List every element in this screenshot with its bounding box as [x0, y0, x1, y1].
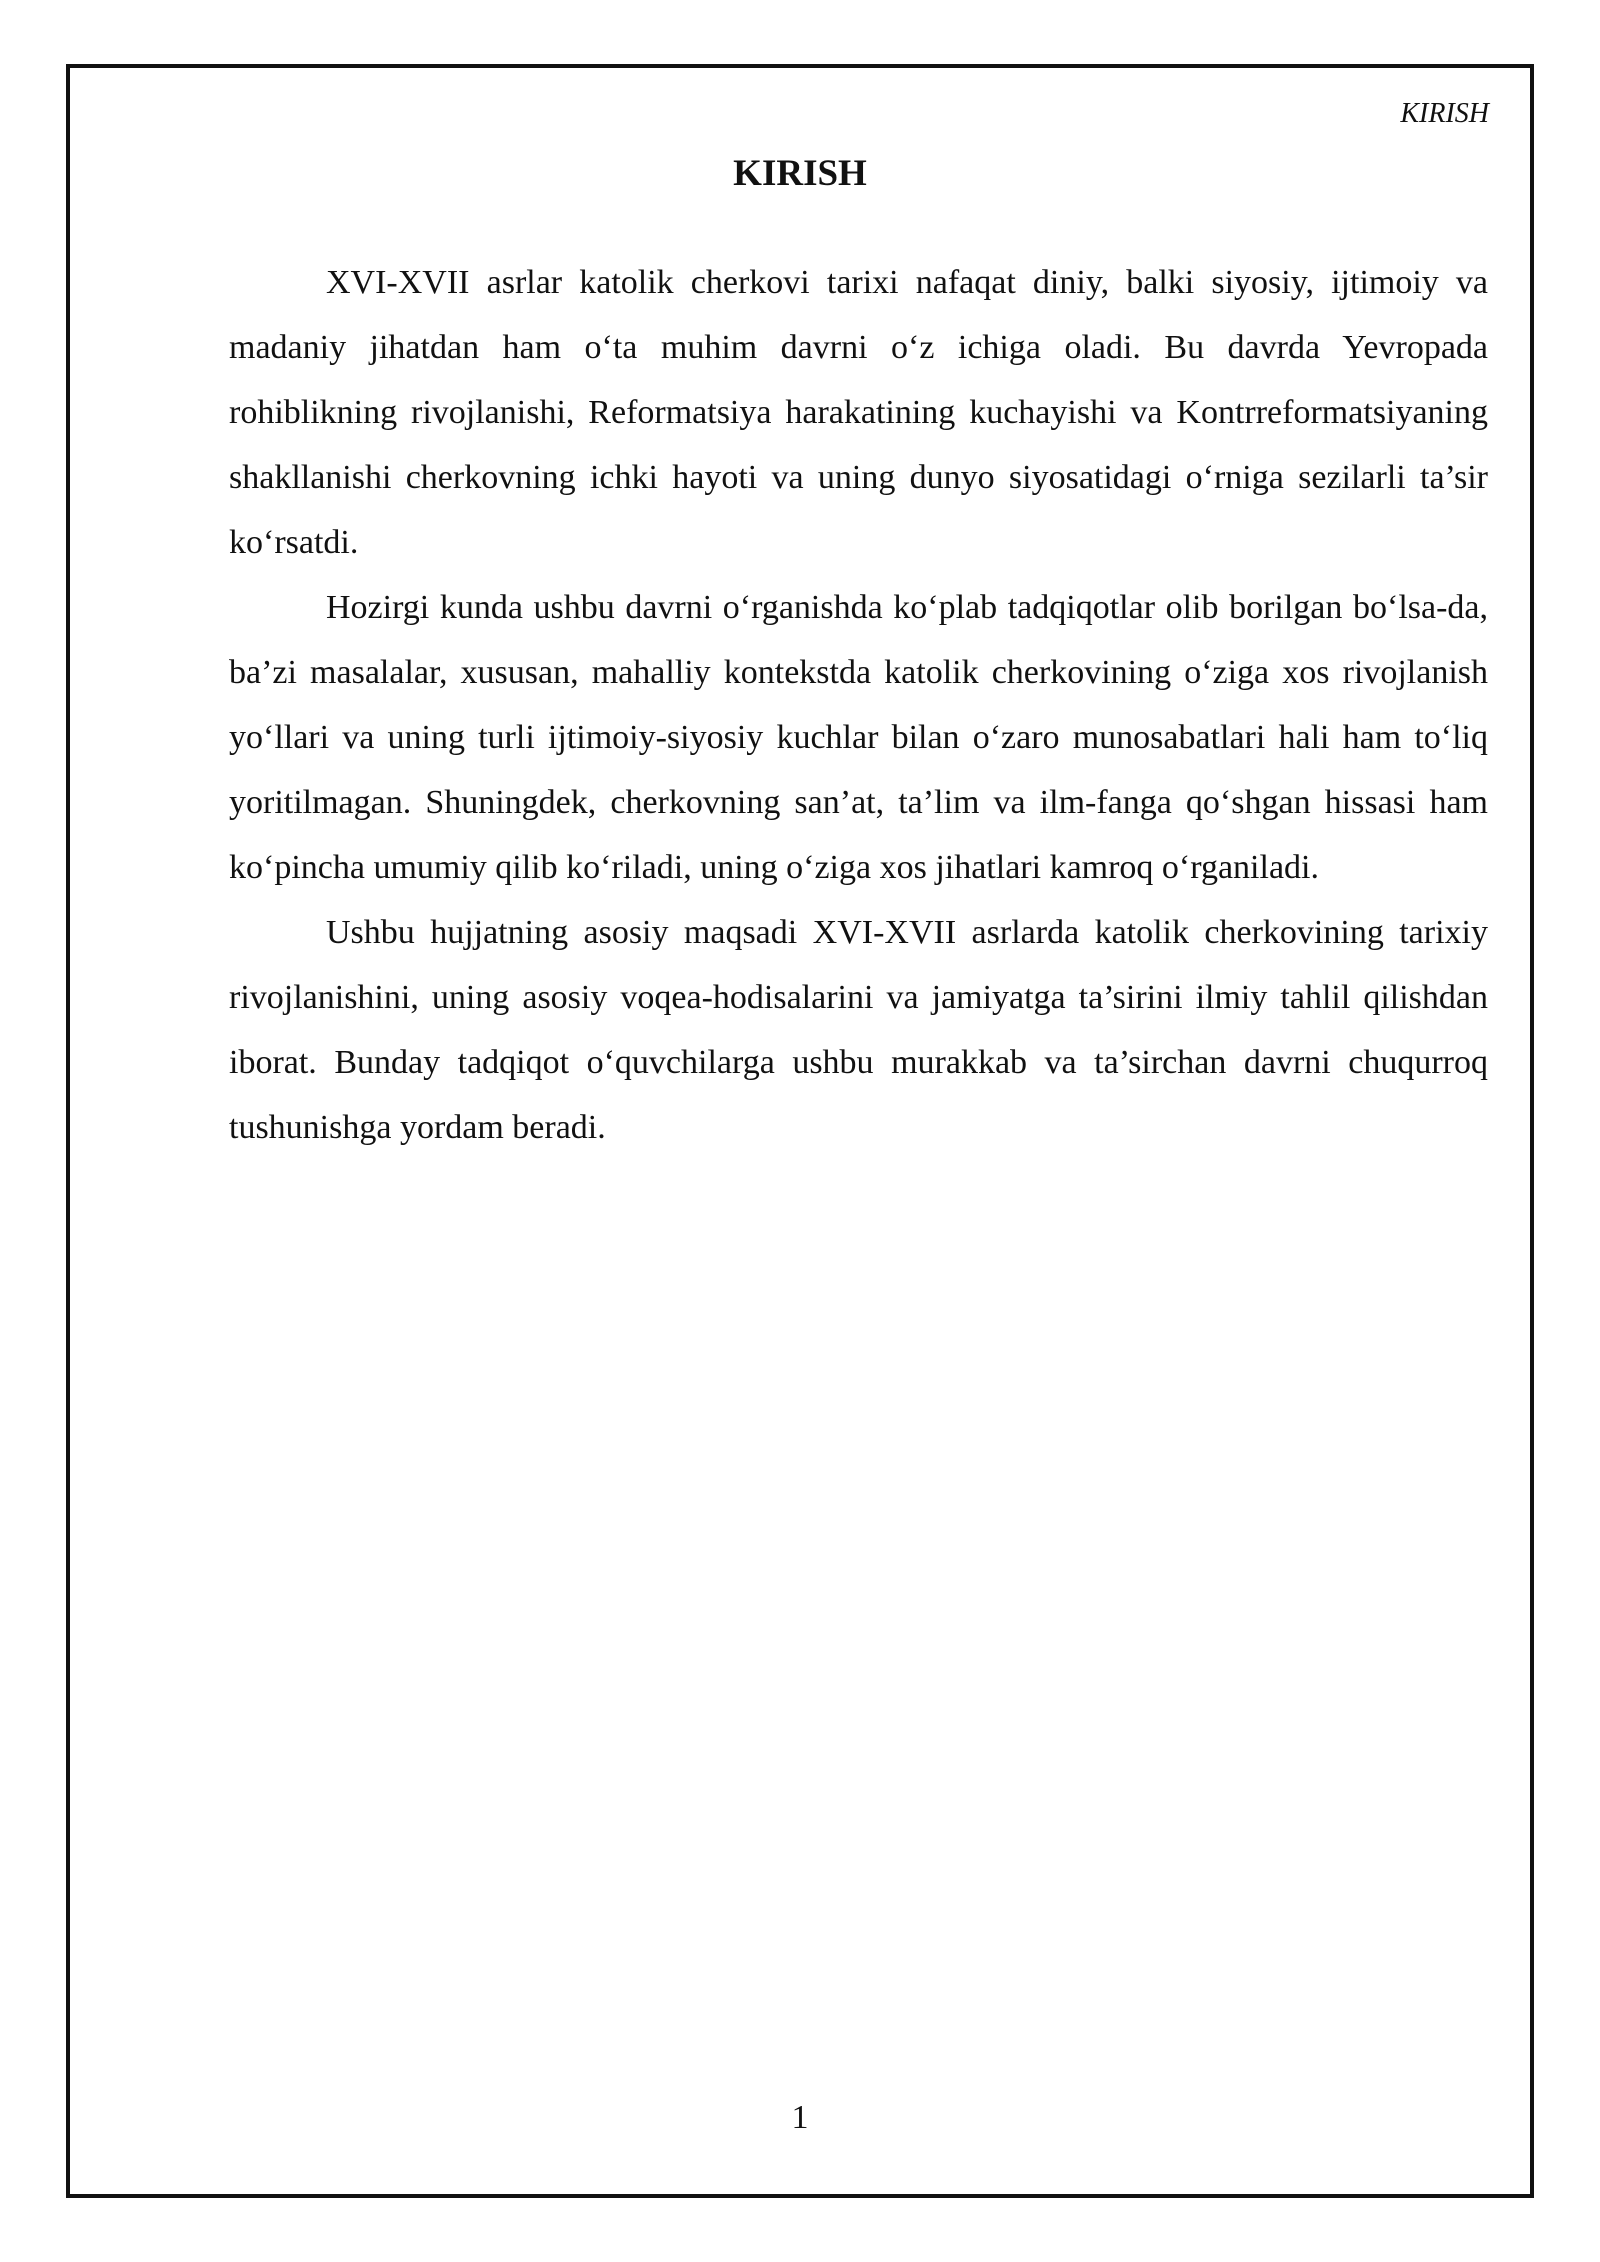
paragraph-2: Hozirgi kunda ushbu davrni o‘rganishda ko‘plab tadqiqotlar olib borilgan bo‘lsa-da, ba’zi masalalar, xususan, mahalliy kontekstda katolik cherkovining o‘ziga xos rivojlanish yo‘llari va uning turli ijtimoiy-siyosiy kuchlar bilan o‘zaro munosabatlari hali ham to‘liq yoritilmagan. Shuningdek, cherkovning san’at, ta’lim va ilm-fanga qo‘shgan hissasi ham ko‘pincha umumiy qilib ko‘riladi, uning o‘ziga xos jihatlari kamroq o‘rganiladi. [229, 589, 1488, 886]
paragraph-1: XVI-XVII asrlar katolik cherkovi tarixi nafaqat diniy, balki siyosiy, ijtimoiy va madaniy jihatdan ham o‘ta muhim davrni o‘z ichiga oladi. Bu davrda Yevropada rohiblikning rivojlanishi, Reformatsiya harakatining kuchayishi va Kontrreformatsiyaning shakllanishi cherkovning ichki hayoti va uning dunyo siyosatidagi o‘rniga sezilarli ta’sir ko‘rsatdi. [229, 264, 1488, 561]
paragraph-3: Ushbu hujjatning asosiy maqsadi XVI-XVII asrlarda katolik cherkovining tarixiy rivojlanishini, uning asosiy voqea-hodisalarini va jamiyatga ta’sirini ilmiy tahlil qilishdan iborat. Bunday tadqiqot o‘quvchilarga ushbu murakkab va ta’sirchan davrni chuqurroq tushunishga yordam beradi. [229, 914, 1488, 1146]
page-number: 1 [791, 2099, 809, 2136]
body-text [229, 250, 1488, 1160]
chapter-title: KIRISH [733, 153, 867, 194]
running-header: KIRISH [1400, 98, 1489, 129]
